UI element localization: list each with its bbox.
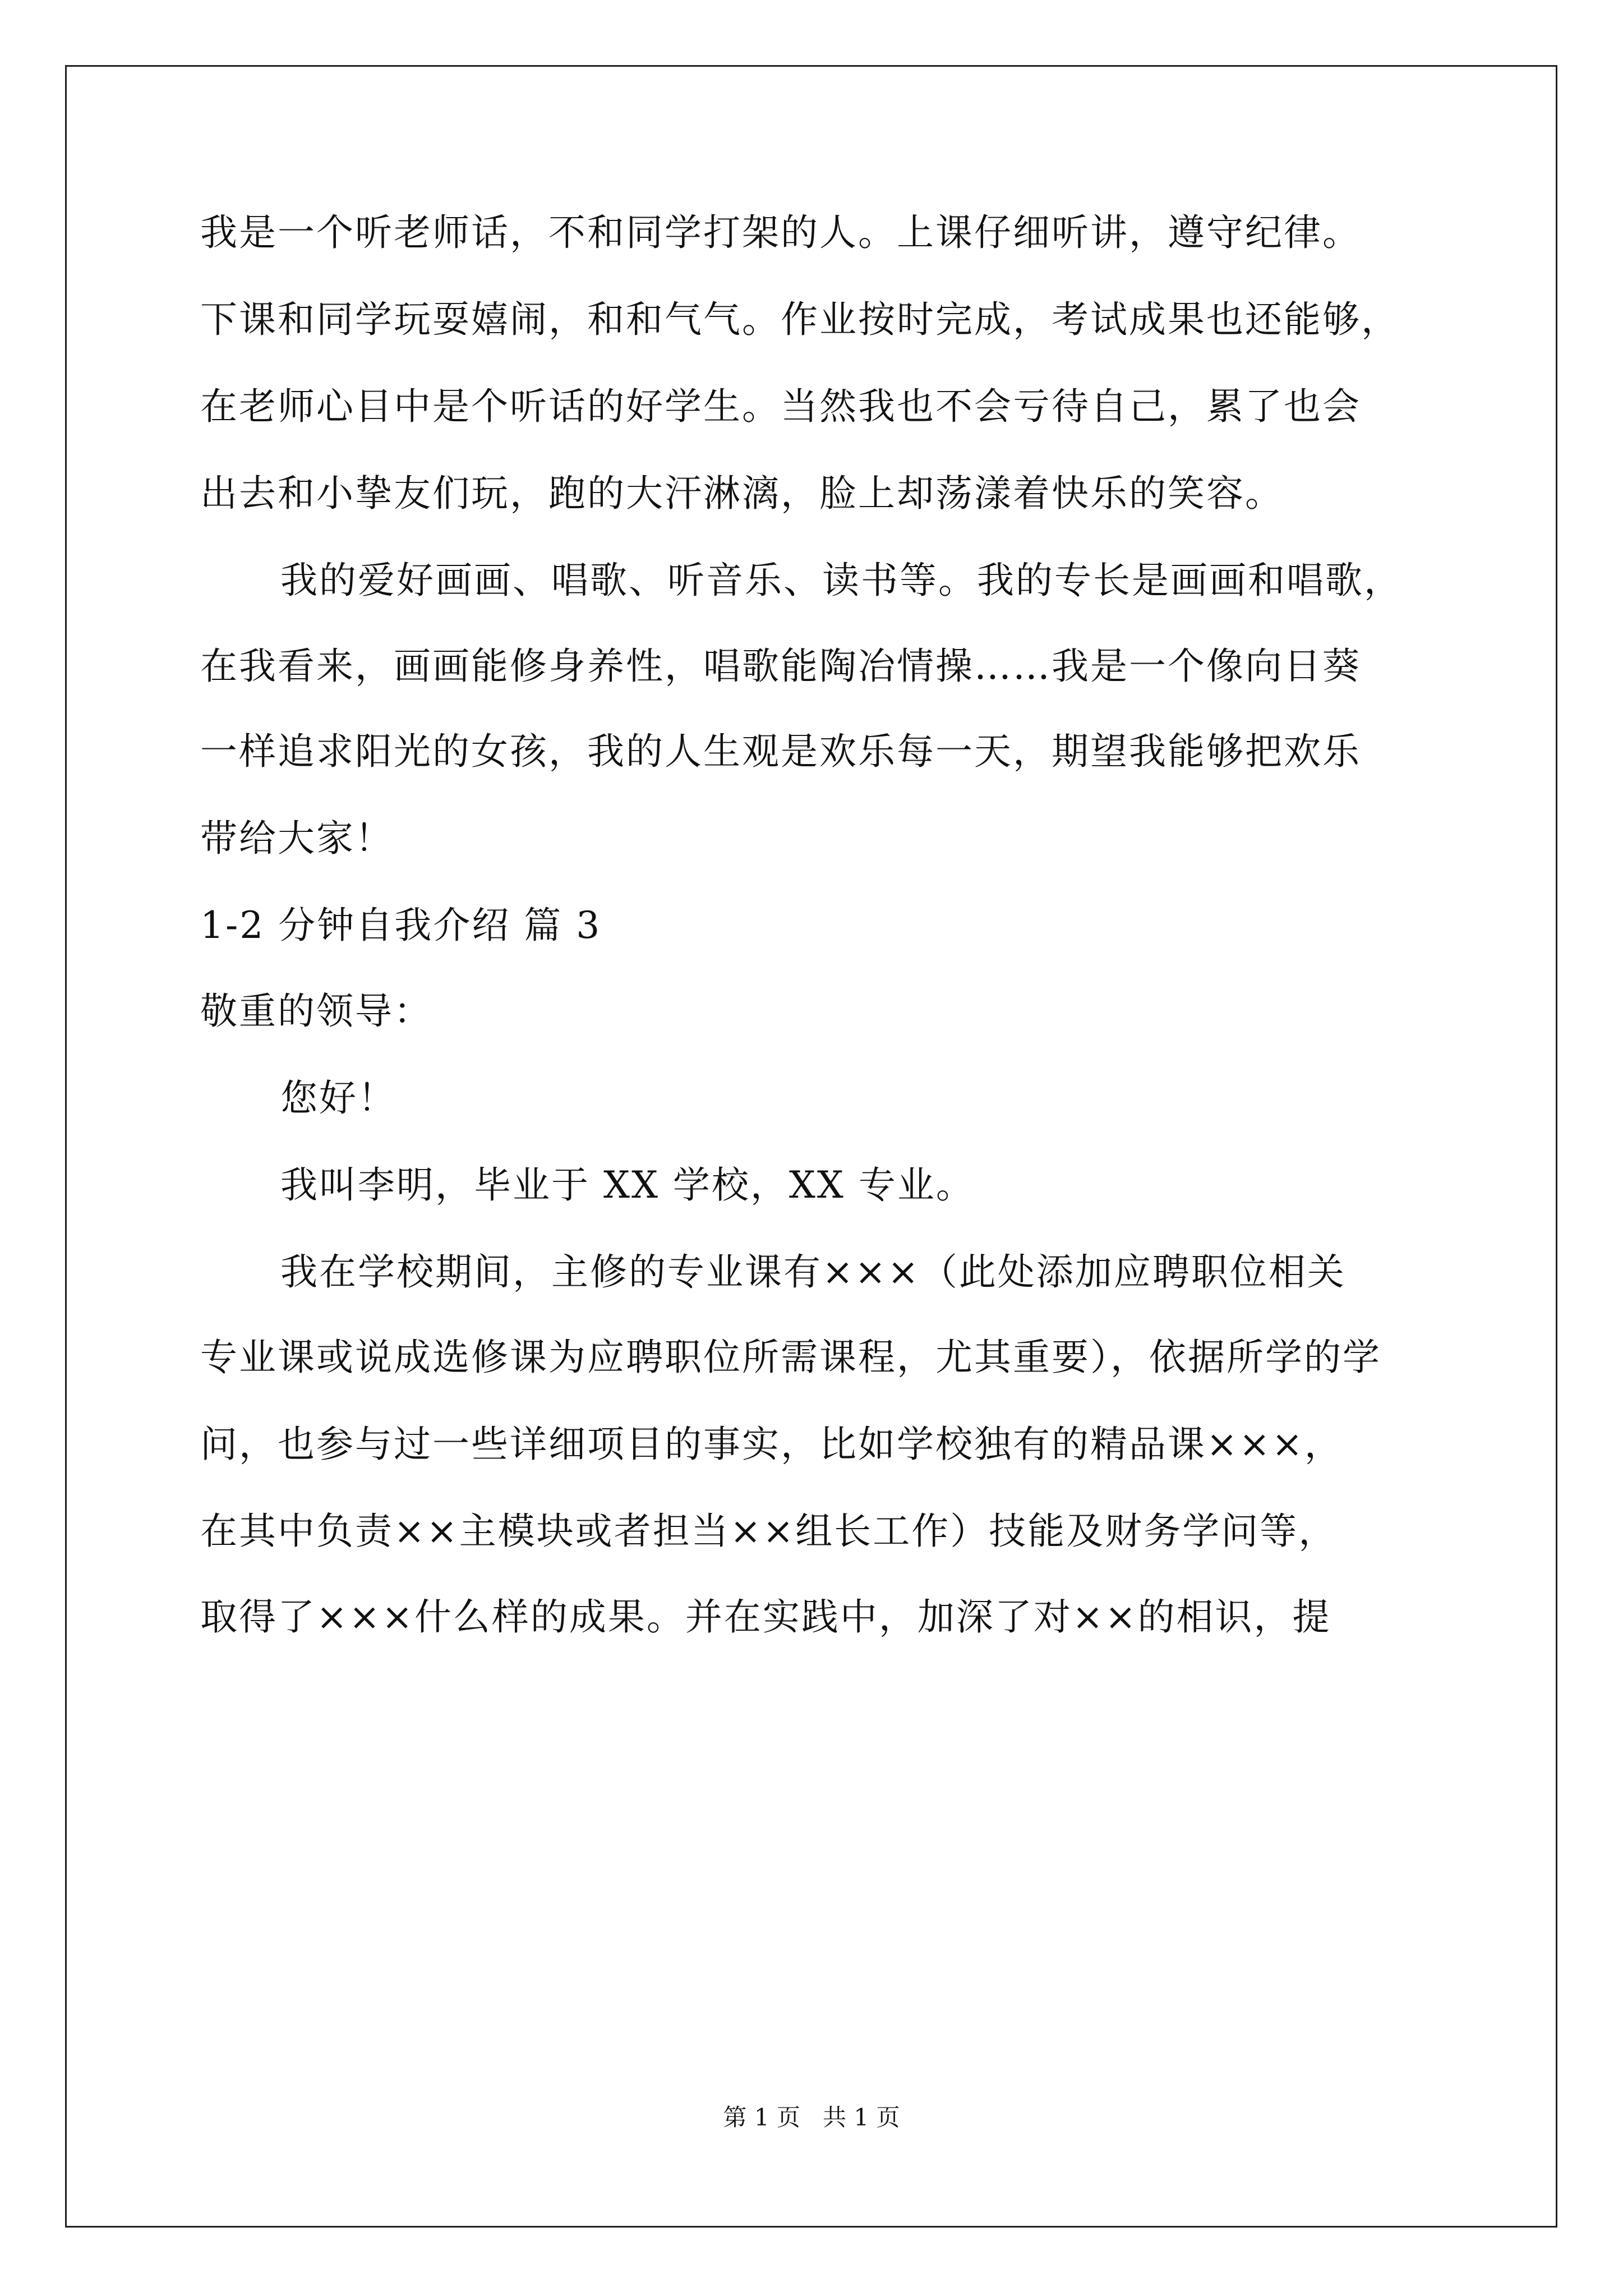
body-text-line: 出去和小挚友们玩，跑的大汗淋漓，脸上却荡漾着快乐的笑容。 [200, 472, 1284, 515]
body-text-line: 我叫李明，毕业于 XX 学校，XX 专业。 [280, 1163, 975, 1207]
body-text-line: 我是一个听老师话，不和同学打架的人。上课仔细听讲，遵守纪律。 [200, 211, 1361, 254]
greeting: 您好！ [280, 1076, 396, 1120]
body-text-line: 我在学校期间，主修的专业课有×××（此处添加应聘职位相关 [280, 1250, 1346, 1294]
salutation: 敬重的领导： [200, 990, 432, 1033]
body-text-line: 我的爱好画画、唱歌、听音乐、读书等。我的专长是画画和唱歌， [280, 559, 1403, 602]
page-number-footer: 第 1 页 共 1 页 [723, 2104, 900, 2131]
body-text-line: 在老师心目中是个听话的好学生。当然我也不会亏待自己，累了也会 [200, 385, 1361, 428]
body-text-line: 带给大家！ [200, 817, 394, 860]
body-text-line: 专业课或说成选修课为应聘职位所需课程，尤其重要），依据所学的学 [200, 1336, 1381, 1379]
body-text-line: 下课和同学玩耍嬉闹，和和气气。作业按时完成，考试成果也还能够， [200, 298, 1400, 341]
body-text-line: 一样追求阳光的女孩，我的人生观是欢乐每一天，期望我能够把欢乐 [200, 730, 1361, 773]
body-text-line: 问，也参与过一些详细项目的事实，比如学校独有的精品课×××， [200, 1423, 1343, 1466]
body-text-line: 在其中负责××主模块或者担当××组长工作）技能及财务学问等， [200, 1510, 1338, 1553]
body-text-line: 在我看来，画画能修身养性，唱歌能陶冶情操……我是一个像向日葵 [200, 645, 1361, 688]
body-text-line: 取得了×××什么样的成果。并在实践中，加深了对××的相识，提 [200, 1595, 1331, 1639]
section-heading: 1-2 分钟自我介绍 篇 3 [200, 904, 602, 947]
